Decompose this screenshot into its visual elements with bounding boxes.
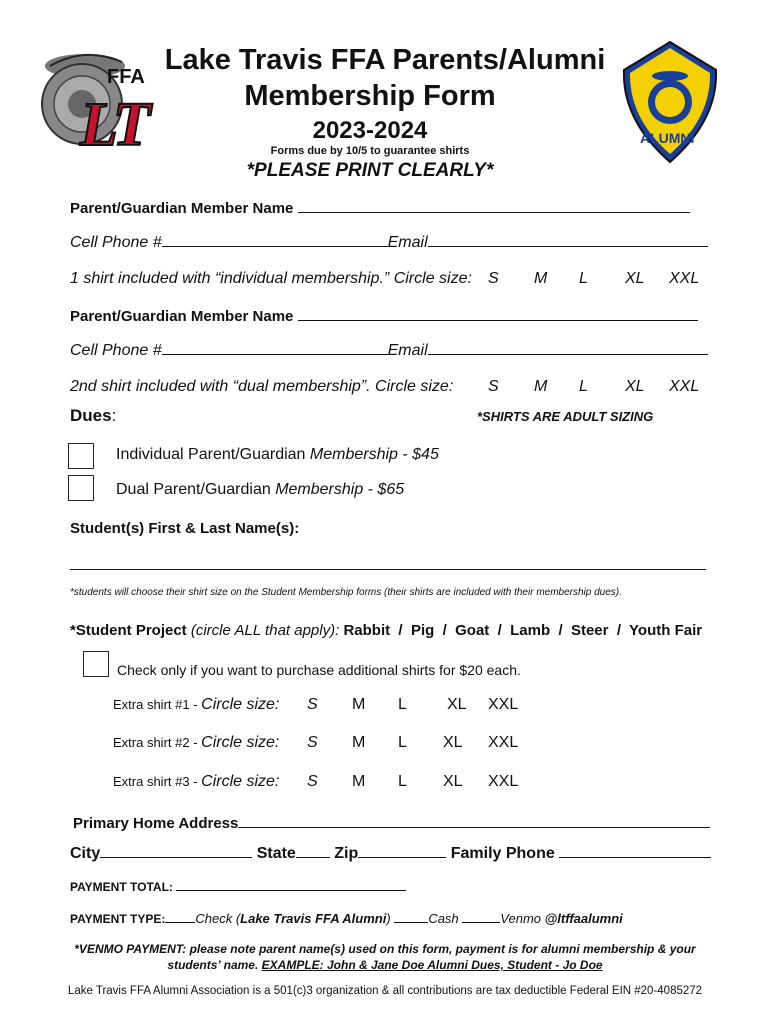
students-name-field[interactable]: [70, 568, 706, 570]
extra2-size-xl[interactable]: XL: [443, 734, 463, 751]
venmo-option: Venmo: [500, 911, 545, 926]
alumni-shield-logo: [620, 40, 720, 164]
dues-label: Dues: [70, 406, 112, 425]
family-phone-field[interactable]: [559, 843, 711, 858]
extra-shirt-1-circle: Circle size:: [201, 696, 280, 713]
state-field[interactable]: [296, 843, 330, 858]
extra-shirts-checkbox[interactable]: [83, 651, 109, 677]
member1-name-field[interactable]: [298, 198, 690, 213]
extra-shirt-1-label: Extra shirt #1 -: [113, 697, 202, 712]
member2-cell-label: Cell Phone #: [70, 342, 162, 359]
page-title-line2: Membership Form: [244, 80, 496, 112]
individual-membership-checkbox[interactable]: [68, 443, 94, 469]
member1-size-xxl[interactable]: XXL: [669, 270, 700, 287]
member2-size-xl[interactable]: XL: [625, 378, 645, 395]
extra3-size-s[interactable]: S: [307, 773, 318, 790]
extra1-size-s[interactable]: S: [307, 696, 318, 713]
member1-cell-field[interactable]: [162, 232, 388, 247]
project-options[interactable]: Rabbit / Pig / Goat / Lamb / Steer / Youth Fair: [343, 622, 703, 639]
check-option: Check (: [195, 911, 241, 926]
extra2-size-m[interactable]: M: [352, 734, 366, 751]
venmo-note-line1: *VENMO PAYMENT: please note parent name(s) used on this form, payment is for alumni membership & your: [74, 942, 696, 956]
payment-type-label: PAYMENT TYPE:: [70, 912, 166, 926]
extra1-size-l[interactable]: L: [398, 696, 407, 713]
page-title-line1: Lake Travis FFA Parents/Alumni: [164, 44, 606, 76]
member2-size-xxl[interactable]: XXL: [669, 378, 700, 395]
member2-size-l[interactable]: L: [579, 378, 588, 395]
extra1-size-m[interactable]: M: [352, 696, 366, 713]
member1-shirt-label: 1 shirt included with “individual membership.” Circle size:: [70, 270, 472, 287]
cash-option: Cash: [428, 911, 459, 926]
extra3-size-xl[interactable]: XL: [443, 773, 463, 790]
project-circle-note: (circle ALL that apply):: [190, 622, 340, 639]
extra2-size-l[interactable]: L: [398, 734, 407, 751]
dual-membership-price: Membership - $65: [275, 481, 405, 498]
home-address-label: Primary Home Address: [73, 815, 239, 832]
state-label: State: [256, 845, 296, 862]
project-label: *Student Project: [70, 622, 187, 639]
extra-shirt-3-label: Extra shirt #3 -: [113, 774, 202, 789]
students-label: Student(s) First & Last Name(s):: [70, 520, 300, 537]
home-address-field[interactable]: [238, 813, 710, 828]
member1-size-l[interactable]: L: [579, 270, 588, 287]
member1-email-field[interactable]: [428, 232, 708, 247]
extra2-size-s[interactable]: S: [307, 734, 318, 751]
dual-membership-label: Dual Parent/Guardian: [116, 481, 276, 498]
form-year: 2023-2024: [312, 117, 428, 144]
individual-membership-price: Membership - $45: [309, 446, 439, 463]
extra-shirts-label: Check only if you want to purchase additional shirts for $20 each.: [117, 662, 521, 678]
member1-email-label: Email: [387, 234, 428, 251]
extra-shirt-2-circle: Circle size:: [201, 734, 280, 751]
venmo-blank[interactable]: [462, 912, 500, 923]
extra-shirt-2-label: Extra shirt #2 -: [113, 735, 202, 750]
member1-name-label: Parent/Guardian Member Name: [70, 200, 294, 217]
member2-email-field[interactable]: [428, 340, 708, 355]
individual-membership-label: Individual Parent/Guardian: [116, 446, 310, 463]
adult-sizing-note: *SHIRTS ARE ADULT SIZING: [477, 409, 654, 424]
member1-size-xl[interactable]: XL: [625, 270, 645, 287]
cash-blank[interactable]: [394, 912, 428, 923]
zip-label: Zip: [334, 845, 359, 862]
print-clearly-note: *PLEASE PRINT CLEARLY*: [246, 160, 494, 181]
city-label: City: [70, 845, 101, 862]
member2-size-s[interactable]: S: [488, 378, 499, 395]
check-option-close: ): [386, 911, 391, 926]
member1-cell-label: Cell Phone #: [70, 234, 162, 251]
venmo-example: EXAMPLE: John & Jane Doe Alumni Dues, Student - Jo Doe: [261, 958, 603, 972]
extra2-size-xxl[interactable]: XXL: [488, 734, 519, 751]
payment-total-label: PAYMENT TOTAL:: [70, 880, 173, 894]
logo-ffa-text: FFA: [107, 66, 145, 88]
check-blank[interactable]: [165, 912, 195, 923]
extra1-size-xxl[interactable]: XXL: [488, 696, 519, 713]
venmo-note-line2: students’ name.: [167, 958, 262, 972]
member1-size-m[interactable]: M: [534, 270, 548, 287]
family-phone-label: Family Phone: [450, 845, 555, 862]
extra1-size-xl[interactable]: XL: [447, 696, 467, 713]
footer-text: Lake Travis FFA Alumni Association is a 501(c)3 organization & all contributions are tax deductible Federal EIN #20-4085272: [67, 985, 703, 997]
dual-membership-checkbox[interactable]: [68, 475, 94, 501]
dues-colon: :: [111, 406, 117, 425]
zip-field[interactable]: [358, 843, 446, 858]
logo-alumni-text: ALUMNI: [640, 130, 695, 146]
students-note: *students will choose their shirt size on the Student Membership forms (their shirts are included with their membership dues).: [70, 587, 622, 598]
member2-shirt-label: 2nd shirt included with “dual membership”. Circle size:: [70, 378, 454, 395]
due-note: Forms due by 10/5 to guarantee shirts: [270, 145, 470, 157]
member2-name-label: Parent/Guardian Member Name: [70, 308, 294, 325]
member1-size-s[interactable]: S: [488, 270, 499, 287]
extra-shirt-3-circle: Circle size:: [201, 773, 280, 790]
member2-name-field[interactable]: [298, 306, 698, 321]
check-payee: Lake Travis FFA Alumni: [240, 911, 387, 926]
extra3-size-xxl[interactable]: XXL: [488, 773, 519, 790]
extra3-size-l[interactable]: L: [398, 773, 407, 790]
extra3-size-m[interactable]: M: [352, 773, 366, 790]
member2-email-label: Email: [387, 342, 428, 359]
logo-lt-text: LT: [80, 91, 147, 159]
payment-total-field[interactable]: [176, 880, 406, 891]
venmo-handle: @ltffaalumni: [544, 911, 623, 926]
member2-size-m[interactable]: M: [534, 378, 548, 395]
member2-cell-field[interactable]: [162, 340, 388, 355]
city-field[interactable]: [100, 843, 252, 858]
